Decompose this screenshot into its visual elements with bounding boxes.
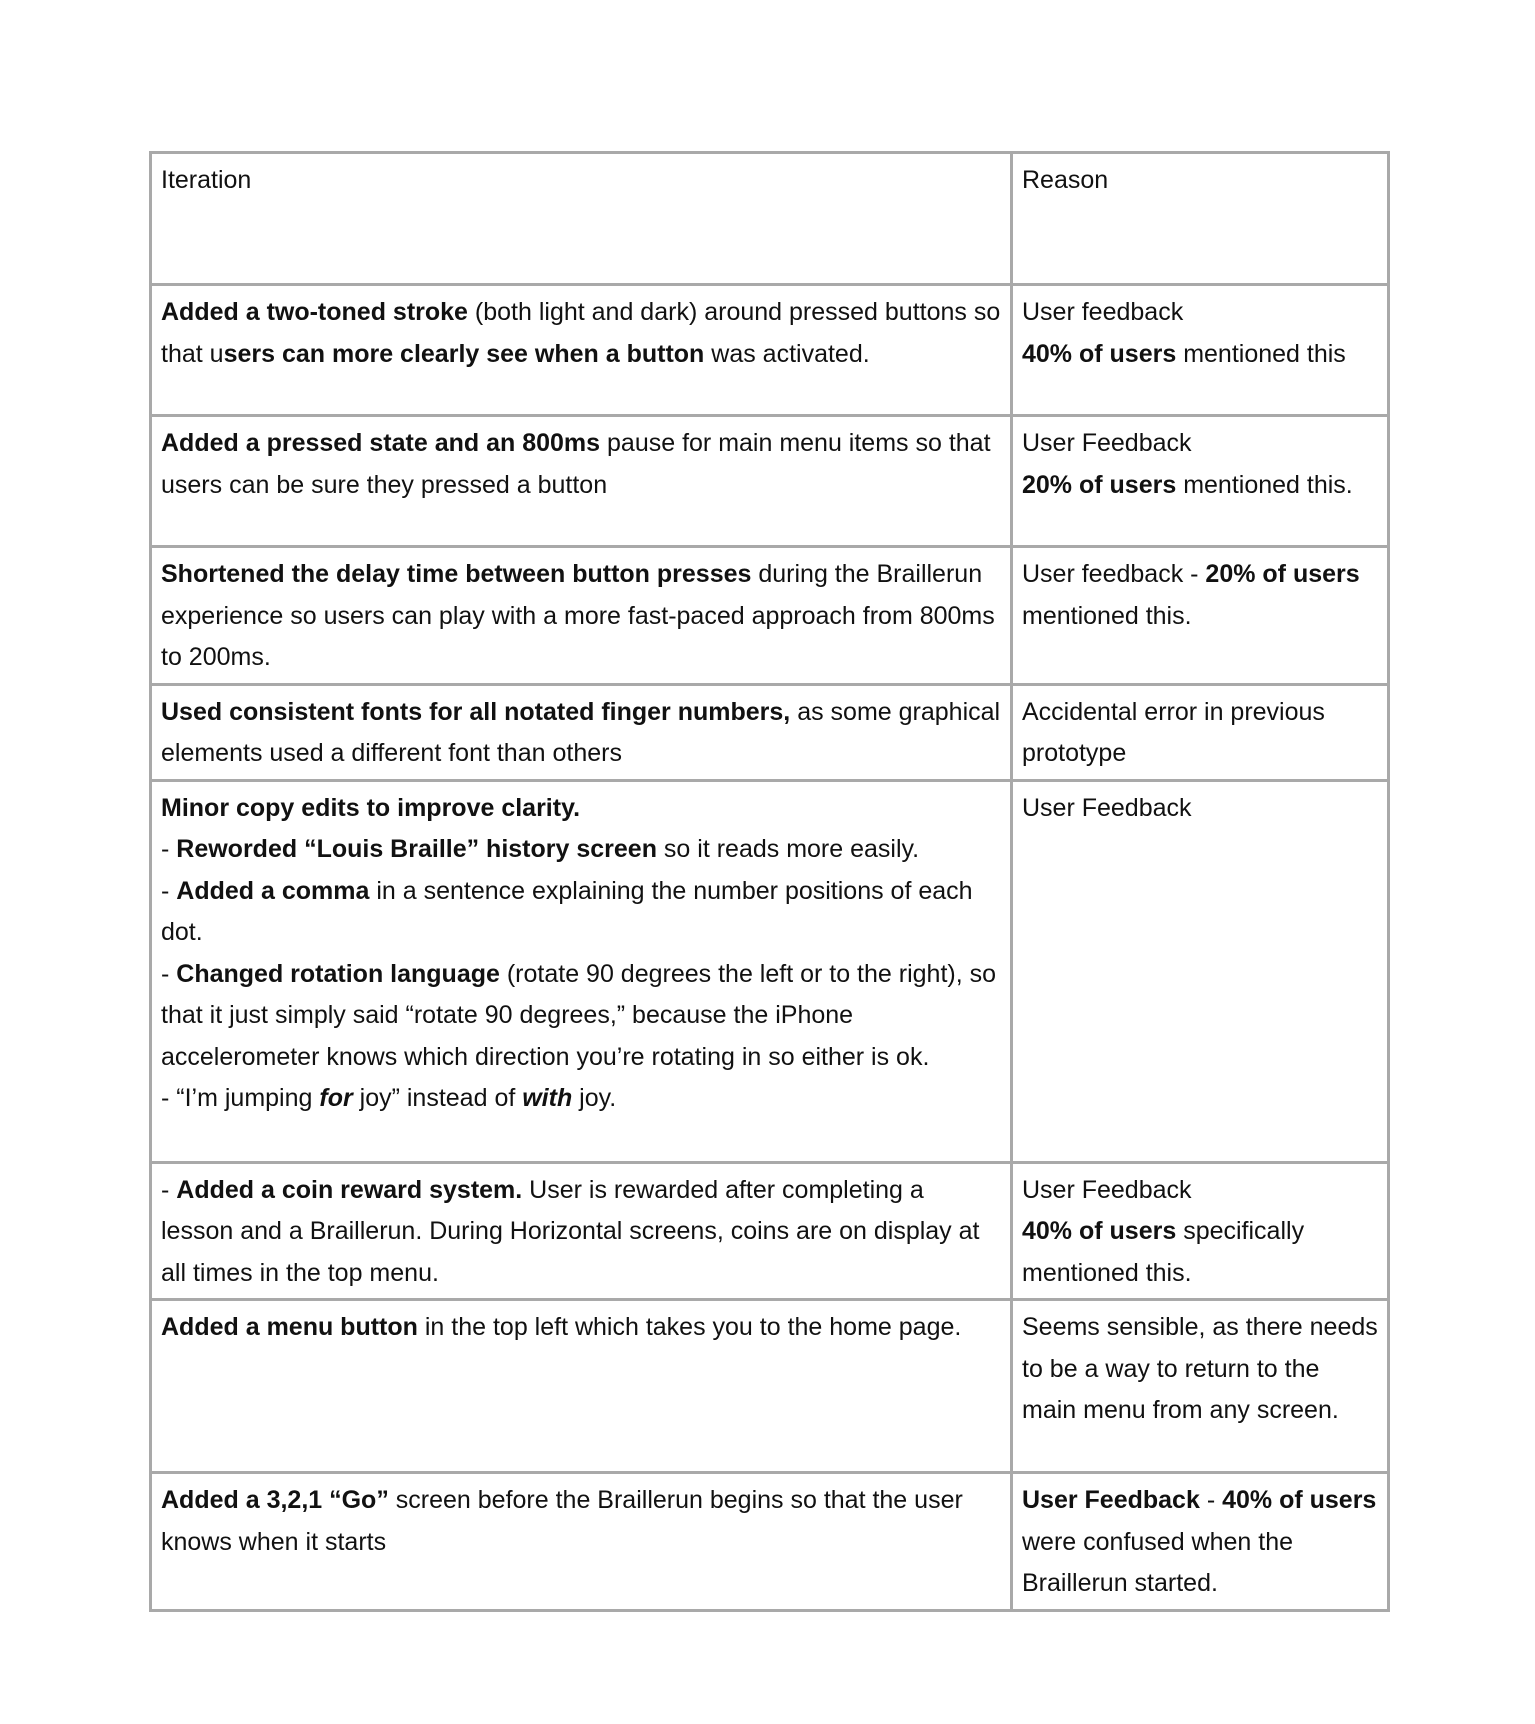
table-row [151, 1162, 1389, 1300]
table-row [151, 780, 1389, 1162]
bold-text: sers can more clearly see when a button [223, 339, 705, 368]
iteration-cell [151, 285, 1012, 416]
header-iteration: Iteration [151, 153, 1012, 285]
reason-cell [1012, 416, 1389, 547]
text: (rotate 90 degrees the left or to the right), so that it just simply said “rotate 90 degrees,” because the iPhone accelerometer knows which direction you’re rotating in so either is ok. - “I’m jumping [161, 959, 997, 1112]
reason-cell [1012, 1473, 1389, 1611]
bold-text: Added a menu button [161, 1313, 418, 1341]
text: mentioned this. [1022, 560, 1367, 630]
text: Seems sensible, as there needs to be a way to return to the main menu from any screen. [1022, 1313, 1385, 1424]
text: User Feedback [1022, 429, 1192, 457]
bold-text: Added a coin reward system. [176, 1175, 523, 1204]
bold-text: User Feedback [1022, 1486, 1200, 1514]
bold-text: Shortened the delay time between button presses [161, 560, 752, 588]
bold-text: 20% of users [1205, 560, 1360, 588]
table-row [151, 1300, 1389, 1473]
table-row [151, 285, 1389, 416]
iteration-table [149, 151, 1390, 1612]
bold-text: Changed rotation language [176, 959, 500, 988]
bold-text: for [319, 1084, 353, 1112]
text: pause for main menu items so that users can be sure they pressed a button [161, 429, 998, 499]
reason-cell [1012, 780, 1389, 1162]
text: specifically mentioned this. [1022, 1217, 1312, 1287]
reason-cell [1012, 285, 1389, 416]
iteration-cell [151, 1473, 1012, 1611]
bold-text: Added a two-toned stroke [161, 298, 468, 326]
text: - [161, 1175, 177, 1204]
text: screen before the Braillerun begins so that the user knows when it starts [161, 1486, 970, 1556]
iteration-cell [151, 1162, 1012, 1300]
bold-text: Minor copy edits to improve clarity. [161, 793, 581, 822]
bold-text: Reworded “Louis Braille” history screen [176, 835, 657, 863]
reason-cell [1012, 684, 1389, 780]
iteration-cell [151, 780, 1012, 1162]
text: User feedback [1022, 298, 1184, 326]
text: in a sentence explaining the number positions of each dot. - [161, 876, 973, 988]
table-row [151, 1473, 1389, 1611]
bold-text: 40% of users [1022, 339, 1177, 368]
bold-text: 40% of users [1222, 1486, 1377, 1514]
reason-cell [1012, 1162, 1389, 1300]
bold-text: with [522, 1084, 573, 1112]
text: User is rewarded after completing a lesson and a Braillerun. During Horizontal screens, coins are on display at all times in the top menu. [161, 1175, 987, 1287]
text: - [1199, 1486, 1223, 1514]
text: joy. [572, 1084, 617, 1112]
text: User feedback - [1022, 560, 1206, 588]
header-reason: Reason [1012, 153, 1389, 285]
text: during the Braillerun experience so users can play with a more fast-paced approach from 800ms to 200ms. [161, 560, 1002, 671]
text: - [161, 835, 170, 863]
bold-text: 40% of users [1022, 1217, 1177, 1245]
bold-text: Added a pressed state and an 800ms [161, 429, 601, 457]
table-row [151, 684, 1389, 780]
text: Accidental error in previous prototype [1022, 697, 1332, 767]
text: mentioned this [1176, 339, 1346, 368]
text: User Feedback [1022, 793, 1192, 822]
table-row [151, 416, 1389, 547]
iteration-cell [151, 416, 1012, 547]
bold-text: Used consistent fonts for all notated finger numbers, [161, 697, 791, 726]
reason-cell [1012, 1300, 1389, 1473]
text: (both light and dark) around pressed buttons so that u [161, 298, 1008, 368]
bold-text: Added a comma [176, 876, 370, 905]
text: so it reads more easily. - [161, 835, 920, 905]
text: mentioned this. [1176, 470, 1353, 499]
text: was activated. [704, 339, 870, 368]
bold-text: Added a 3,2,1 “Go” [161, 1486, 389, 1514]
text: in the top left which takes you to the home page. [417, 1313, 962, 1341]
reason-cell [1012, 547, 1389, 685]
bold-text: 20% of users [1022, 470, 1177, 499]
text: User Feedback [1022, 1175, 1192, 1204]
header-row [151, 153, 1389, 285]
table-row [151, 547, 1389, 685]
iteration-cell [151, 684, 1012, 780]
text: joy” instead of [352, 1084, 523, 1112]
iteration-cell [151, 1300, 1012, 1473]
text: were confused when the Braillerun started. [1022, 1486, 1384, 1597]
text: as some graphical elements used a different font than others [161, 697, 1008, 767]
iteration-cell [151, 547, 1012, 685]
